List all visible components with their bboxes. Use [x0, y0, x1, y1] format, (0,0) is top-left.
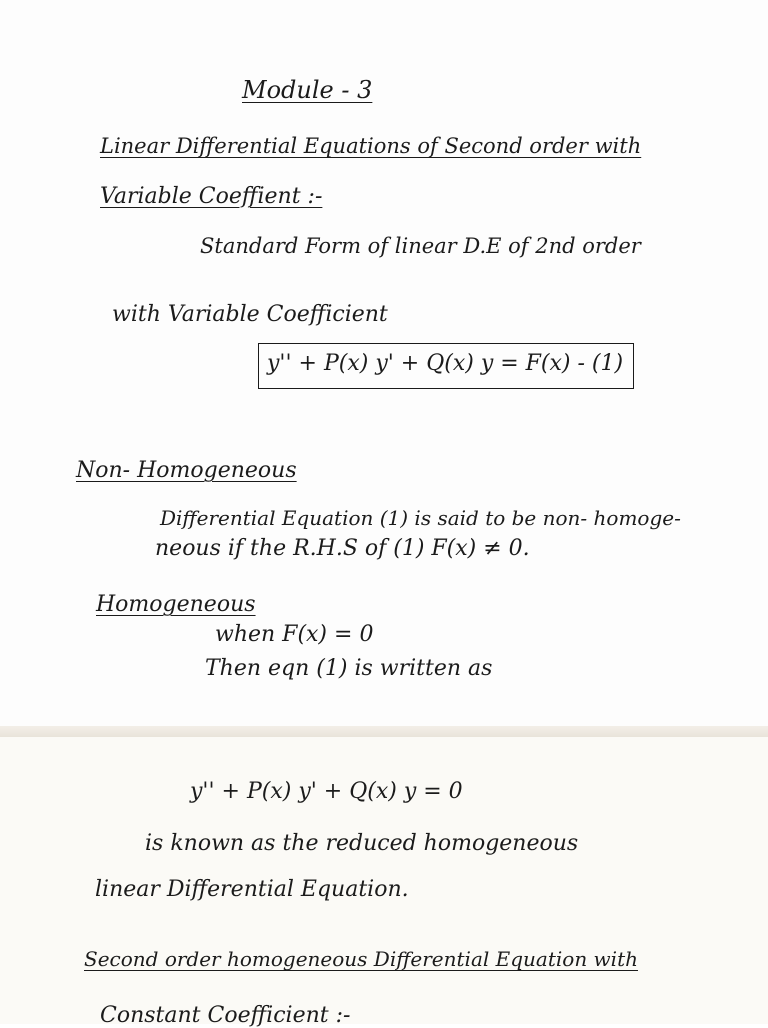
reduced-line2: linear Differential Equation.	[95, 877, 409, 902]
homogeneous-heading: Homogeneous	[96, 592, 256, 617]
constant-coefficient-heading-line1: Second order homogeneous Differential Equation with	[84, 947, 638, 971]
page-gap	[0, 726, 768, 737]
nonhomogeneous-heading: Non- Homogeneous	[76, 458, 297, 483]
section-heading-line1: Linear Differential Equations of Second order with	[100, 134, 642, 158]
nonhomogeneous-line2: neous if the R.H.S of (1) F(x) ≠ 0.	[155, 536, 530, 561]
section-heading-line2: Variable Coeffient :-	[100, 184, 323, 209]
homogeneous-line2: Then eqn (1) is written as	[205, 656, 493, 681]
boxed-equation: y'' + P(x) y' + Q(x) y = F(x) - (1)	[267, 351, 624, 376]
intro-line1: Standard Form of linear D.E of 2nd order	[200, 234, 641, 258]
reduced-line1: is known as the reduced homogeneous	[145, 831, 579, 856]
intro-line2: with Variable Coefficient	[112, 302, 388, 327]
reduced-equation: y'' + P(x) y' + Q(x) y = 0	[190, 779, 463, 804]
notebook-page-bottom	[0, 737, 768, 1028]
nonhomogeneous-line1: Differential Equation (1) is said to be non- homoge-	[160, 506, 681, 530]
module-title: Module - 3	[242, 76, 373, 104]
constant-coefficient-heading-line2: Constant Coefficient :-	[100, 1003, 351, 1028]
homogeneous-line1: when F(x) = 0	[215, 622, 374, 647]
boxed-equation-frame	[258, 343, 634, 389]
